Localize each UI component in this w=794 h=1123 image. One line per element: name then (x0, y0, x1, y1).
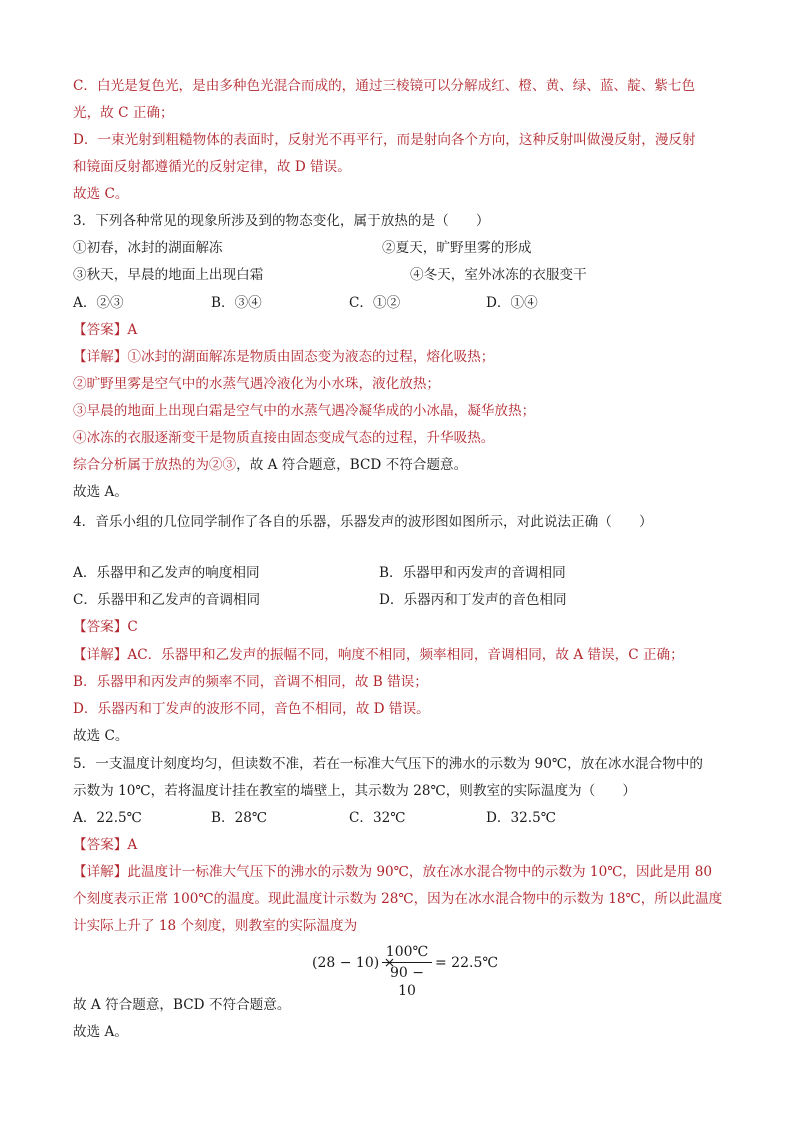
question-3-stem: 3．下列各种常见的现象所涉及到的物态变化，属于放热的是（ ） (73, 213, 490, 229)
q4-detail-1 (73, 645, 684, 665)
answer-value: A (127, 837, 138, 853)
q4-option-b: B．乐器甲和丙发声的音调相同 (379, 565, 566, 581)
text-line: D．一束光射到粗糙物体的表面时，反射光不再平行，而是射向各个方向，这种反射叫做漫反射，漫反射 (73, 132, 696, 148)
q3-option-c: C．①② (349, 295, 401, 311)
q3-statement-4: ④冬天，室外冰冻的衣服变干 (410, 267, 587, 283)
formula-lhs: (28 − 10) × (312, 955, 396, 971)
text-line: 光，故 C 正确； (73, 105, 174, 121)
answer-tag: 【答案】 (73, 322, 128, 338)
detail-text: ①冰封的湖面解冻是物质由固态变为液态的过程，熔化吸热； (127, 349, 495, 365)
q3-statement-2: ②夏天，旷野里雾的形成 (382, 240, 532, 256)
q4-detail-2: B．乐器甲和丙发声的频率不同，音调不相同，故 B 错误； (73, 674, 428, 690)
detail-tag: 【详解】 (73, 647, 128, 663)
q5-option-a: A．22.5℃ (73, 810, 142, 826)
q5-detail-2: 个刻度表示正常 100℃的温度。现此温度计示数为 28℃，因为在冰水混合物中的示数为 18℃，所以此温度 (73, 891, 723, 907)
formula-numerator: 100℃ (385, 944, 429, 960)
q3-detail-1 (73, 347, 494, 367)
q4-answer (73, 617, 138, 637)
detail-text: AC．乐器甲和乙发声的振幅不同，响度不相同，频率相同，音调相同，故 A 错误，C 正确； (127, 647, 684, 663)
q5-detail-3: 计实际上升了 18 个刻度，则教室的实际温度为 (73, 918, 358, 934)
detail-tag: 【详解】 (73, 349, 128, 365)
detail-tag: 【详解】 (73, 864, 128, 880)
q5-detail-4: 故 A 符合题意，BCD 不符合题意。 (73, 997, 291, 1013)
q5-option-c: C．32℃ (349, 810, 406, 826)
q3-option-b: B．③④ (211, 295, 262, 311)
q4-detail-3: D．乐器丙和丁发声的波形不同，音色不相同，故 D 错误。 (73, 701, 430, 717)
q3-statement-3: ③秋天，早晨的地面上出现白霜 (73, 267, 264, 283)
q5-answer (73, 835, 137, 855)
answer-tag: 【答案】 (73, 619, 128, 635)
fraction-bar (382, 962, 432, 963)
formula-denominator: 90 − 10 (390, 965, 424, 999)
q3-detail-2: ②旷野里雾是空气中的水蒸气遇冷液化为小水珠，液化放热； (73, 376, 441, 392)
question-5-stem-1: 5．一支温度计刻度均匀，但读数不准，若在一标准大气压下的沸水的示数为 90℃，放在冰水混合物中的 (73, 756, 704, 772)
answer-tag: 【答案】 (73, 837, 128, 853)
q4-option-c: C．乐器甲和乙发声的音调相同 (73, 592, 261, 608)
q3-choose: 故选 A。 (73, 484, 128, 500)
text-line: 故选 C。 (73, 186, 129, 202)
q5-choose: 故选 A。 (73, 1024, 128, 1040)
q5-detail-1 (73, 862, 712, 882)
q5-option-b: B．28℃ (211, 810, 268, 826)
detail-text: 此温度计一标准大气压下的沸水的示数为 90℃，放在冰水混合物中的示数为 10℃，因此是用 80 (127, 864, 713, 880)
q3-statement-1: ①初春，冰封的湖面解冻 (73, 240, 223, 256)
q4-option-d: D．乐器丙和丁发声的音色相同 (379, 592, 567, 608)
q3-option-d: D．①④ (486, 295, 538, 311)
formula-fraction (382, 943, 432, 1000)
q3-detail-3: ③早晨的地面上出现白霜是空气中的水蒸气遇冷凝华成的小冰晶，凝华放热； (73, 403, 536, 419)
q5-option-d: D．32.5℃ (486, 810, 556, 826)
q4-option-a: A．乐器甲和乙发声的响度相同 (73, 565, 260, 581)
formula-rhs: = 22.5℃ (435, 955, 499, 971)
question-5-stem-2: 示数为 10℃，若将温度计挂在教室的墙壁上，其示数为 28℃，则教室的实际温度为（ ） (73, 783, 637, 799)
answer-value: A (127, 322, 138, 338)
q3-option-a: A．②③ (73, 295, 124, 311)
detail-text: 综合分析属于放热的为②③ (73, 457, 237, 473)
detail-text: ，故 A 符合题意，BCD 不符合题意。 (236, 457, 468, 473)
q3-detail-4: ④冰冻的衣服逐渐变干是物质直接由固态变成气态的过程，升华吸热。 (73, 430, 495, 446)
text-line: C．白光是复色光，是由多种色光混合而成的，通过三棱镜可以分解成红、橙、黄、绿、蓝、靛、紫七色 (73, 78, 696, 94)
question-4-stem: 4．音乐小组的几位同学制作了各自的乐器，乐器发声的波形图如图所示，对此说法正确（ ） (73, 514, 653, 530)
answer-value: C (127, 619, 138, 635)
text-line: 和镜面反射都遵循光的反射定律，故 D 错误。 (73, 159, 351, 175)
q3-answer (73, 320, 137, 340)
q3-detail-5 (73, 455, 467, 475)
q4-choose: 故选 C。 (73, 728, 129, 744)
